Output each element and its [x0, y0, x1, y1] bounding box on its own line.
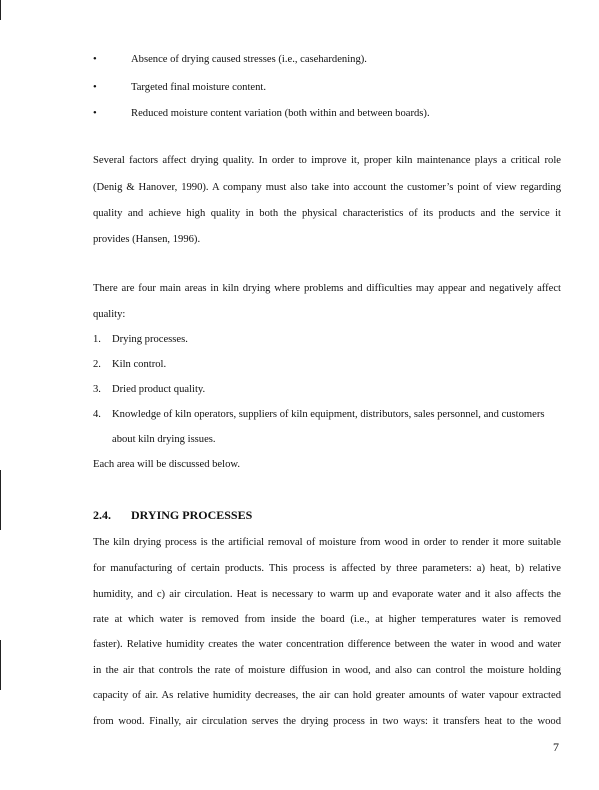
- bullet-marker: •: [93, 82, 97, 93]
- bullet-marker: •: [93, 108, 97, 119]
- numbered-item: Dried product quality.: [112, 384, 206, 395]
- paragraph-line: Several factors affect drying quality. In order to improve it, proper kiln maintenance plays a critical role: [93, 155, 561, 166]
- numbered-item: Kiln control.: [112, 359, 167, 370]
- paragraph-line: quality and achieve high quality in both the physical characteristics of its products and the service it: [93, 208, 561, 219]
- numbered-item: Knowledge of kiln operators, suppliers of kiln equipment, distributors, sales personnel, and customers: [112, 409, 545, 420]
- paragraph-line: (Denig & Hanover, 1990). A company must also take into account the customer’s point of view regarding: [93, 182, 561, 193]
- paragraph-line: provides (Hansen, 1996).: [93, 234, 201, 245]
- page-number: 7: [553, 740, 559, 754]
- paragraph-line: quality:: [93, 309, 126, 320]
- list-number: 2.: [93, 359, 101, 370]
- paragraph-line: humidity, and c) air circulation. Heat is necessary to warm up and evaporate water and it also affects the: [93, 589, 561, 600]
- paragraph-line: There are four main areas in kiln drying where problems and difficulties may appear and negatively affect: [93, 283, 561, 294]
- paragraph-line: rate at which water is removed from inside the board (i.e., at higher temperatures water is removed: [93, 614, 561, 625]
- numbered-item-continuation: about kiln drying issues.: [112, 434, 216, 445]
- bullet-item: Absence of drying caused stresses (i.e., casehardening).: [131, 54, 367, 65]
- list-number: 3.: [93, 384, 101, 395]
- paragraph-line: for manufacturing of certain products. This process is affected by three parameters: a) heat, b) relative: [93, 563, 561, 574]
- bullet-item: Reduced moisture content variation (both within and between boards).: [131, 108, 430, 119]
- bullet-item: Targeted final moisture content.: [131, 82, 266, 93]
- paragraph-line: faster). Relative humidity creates the water concentration difference between the water in wood and water: [93, 639, 561, 650]
- paragraph-line: Each area will be discussed below.: [93, 459, 240, 470]
- list-number: 1.: [93, 334, 101, 345]
- paragraph-line: capacity of air. As relative humidity decreases, the air can hold greater amounts of water vapour extracted: [93, 690, 561, 701]
- paragraph-line: The kiln drying process is the artificial removal of moisture from wood in order to render it more suitable: [93, 537, 561, 548]
- bullet-marker: •: [93, 54, 97, 65]
- paragraph-line: from wood. Finally, air circulation serves the drying process in two ways: it transfers heat to the wood: [93, 716, 561, 727]
- numbered-item: Drying processes.: [112, 334, 188, 345]
- paragraph-line: in the air that controls the rate of moisture diffusion in wood, and also can control the moisture holding: [93, 665, 561, 676]
- section-number: 2.4.: [93, 508, 111, 522]
- list-number: 4.: [93, 409, 101, 420]
- section-title: DRYING PROCESSES: [131, 508, 253, 522]
